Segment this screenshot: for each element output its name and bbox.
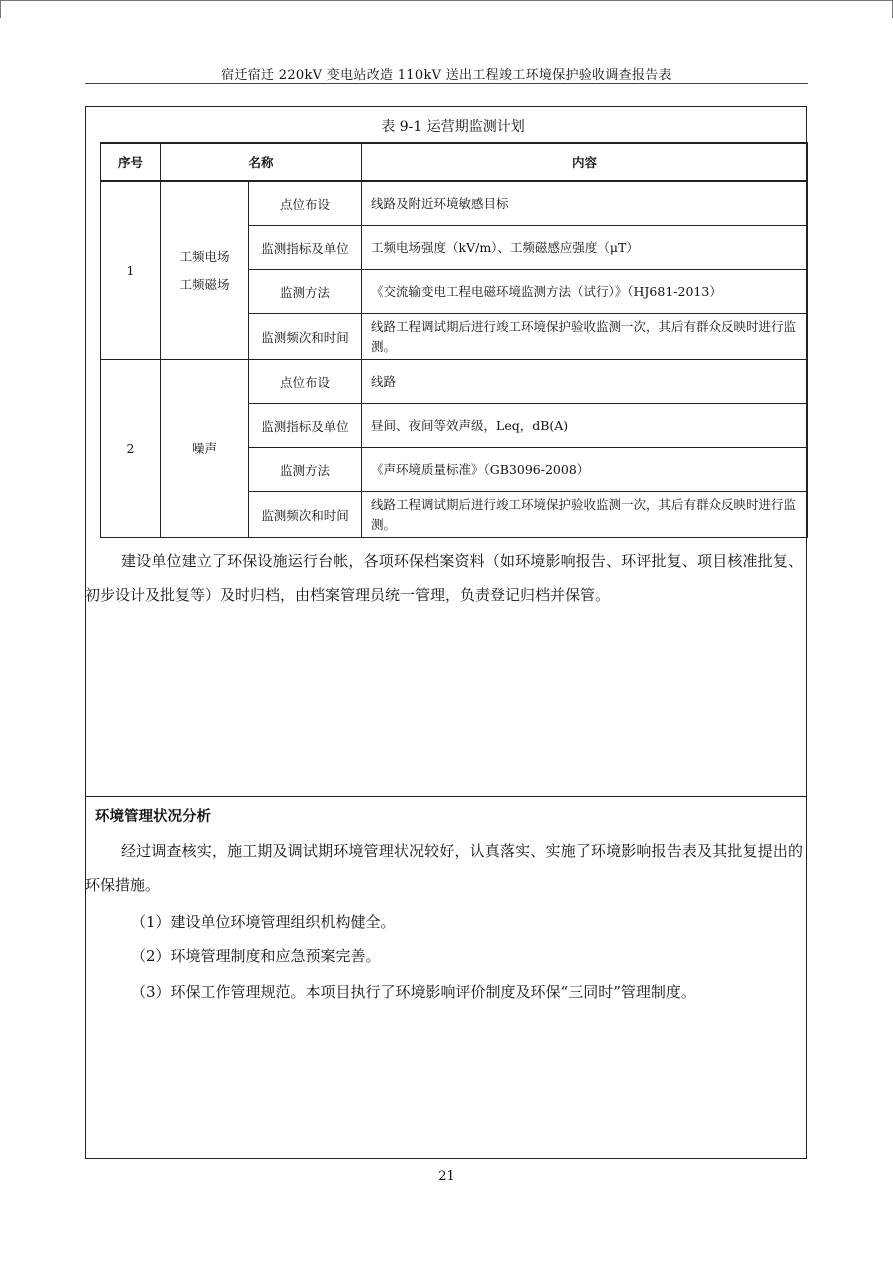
management-item: （1）建设单位环境管理组织机构健全。 — [131, 913, 396, 931]
table-header-row — [101, 143, 808, 181]
item-cell: 点位布设 — [249, 181, 362, 226]
item-cell: 监测指标及单位 — [249, 404, 362, 448]
category-line: 噪声 — [191, 440, 217, 456]
item-cell: 监测方法 — [249, 270, 362, 314]
content-cell: 线路工程调试期后进行竣工环境保护验收监测一次，其后有群众反映时进行监测。 — [362, 492, 808, 538]
category-line: 工频磁场 — [179, 276, 230, 292]
management-item: （2）环境管理制度和应急预案完善。 — [131, 947, 381, 965]
seq-cell: 1 — [101, 181, 161, 360]
content-cell: 线路及附近环境敏感目标 — [362, 181, 808, 226]
item-cell: 监测频次和时间 — [249, 314, 362, 360]
monitoring-plan-table — [100, 142, 808, 538]
header-content: 内容 — [362, 143, 808, 181]
content-cell: 工频电场强度（kV/m）、工频磁感应强度（μT） — [362, 226, 808, 270]
header-rule — [85, 83, 808, 84]
management-item: （3）环保工作管理规范。本项目执行了环境影响评价制度及环保“三同时”管理制度。 — [131, 983, 696, 1001]
content-cell: 线路工程调试期后进行竣工环境保护验收监测一次，其后有群众反映时进行监测。 — [362, 314, 808, 360]
header-name: 名称 — [161, 143, 362, 181]
page-edge-top — [0, 0, 893, 1]
content-cell: 昼间、夜间等效声级，Leq，dB(A) — [362, 404, 808, 448]
table-row — [101, 360, 808, 404]
management-intro: 经过调查核实，施工期及调试期环境管理状况较好，认真落实、实施了环境影响报告表及其批复提出的环保措施。 — [85, 842, 803, 894]
item-cell: 监测方法 — [249, 448, 362, 492]
running-header: 宿迁宿迁 220kV 变电站改造 110kV 送出工程竣工环境保护验收调查报告表 — [221, 68, 672, 83]
category-line: 工频电场 — [179, 248, 230, 264]
table-caption: 表 9-1 运营期监测计划 — [381, 119, 525, 135]
item-cell: 监测频次和时间 — [249, 492, 362, 538]
header-seq: 序号 — [101, 143, 161, 181]
item-cell: 监测指标及单位 — [249, 226, 362, 270]
page-number: 21 — [438, 1169, 455, 1184]
item-cell: 点位布设 — [249, 360, 362, 404]
content-cell: 《交流输变电工程电磁环境监测方法（试行）》（HJ681-2013） — [362, 270, 808, 314]
page-edge-left — [0, 0, 1, 18]
section-divider — [85, 796, 807, 797]
section-title: 环境管理状况分析 — [95, 809, 211, 825]
content-cell: 线路 — [362, 360, 808, 404]
content-cell: 《声环境质量标准》（GB3096-2008） — [362, 448, 808, 492]
seq-cell: 2 — [101, 360, 161, 538]
archive-paragraph: 建设单位建立了环保设施运行台帐，各项环保档案资料（如环境影响报告、环评批复、项目核准批复、初步设计及批复等）及时归档，由档案管理员统一管理，负责登记归档并保管。 — [85, 552, 803, 604]
category-cell — [161, 360, 249, 538]
category-cell — [161, 181, 249, 360]
table-row — [101, 181, 808, 226]
